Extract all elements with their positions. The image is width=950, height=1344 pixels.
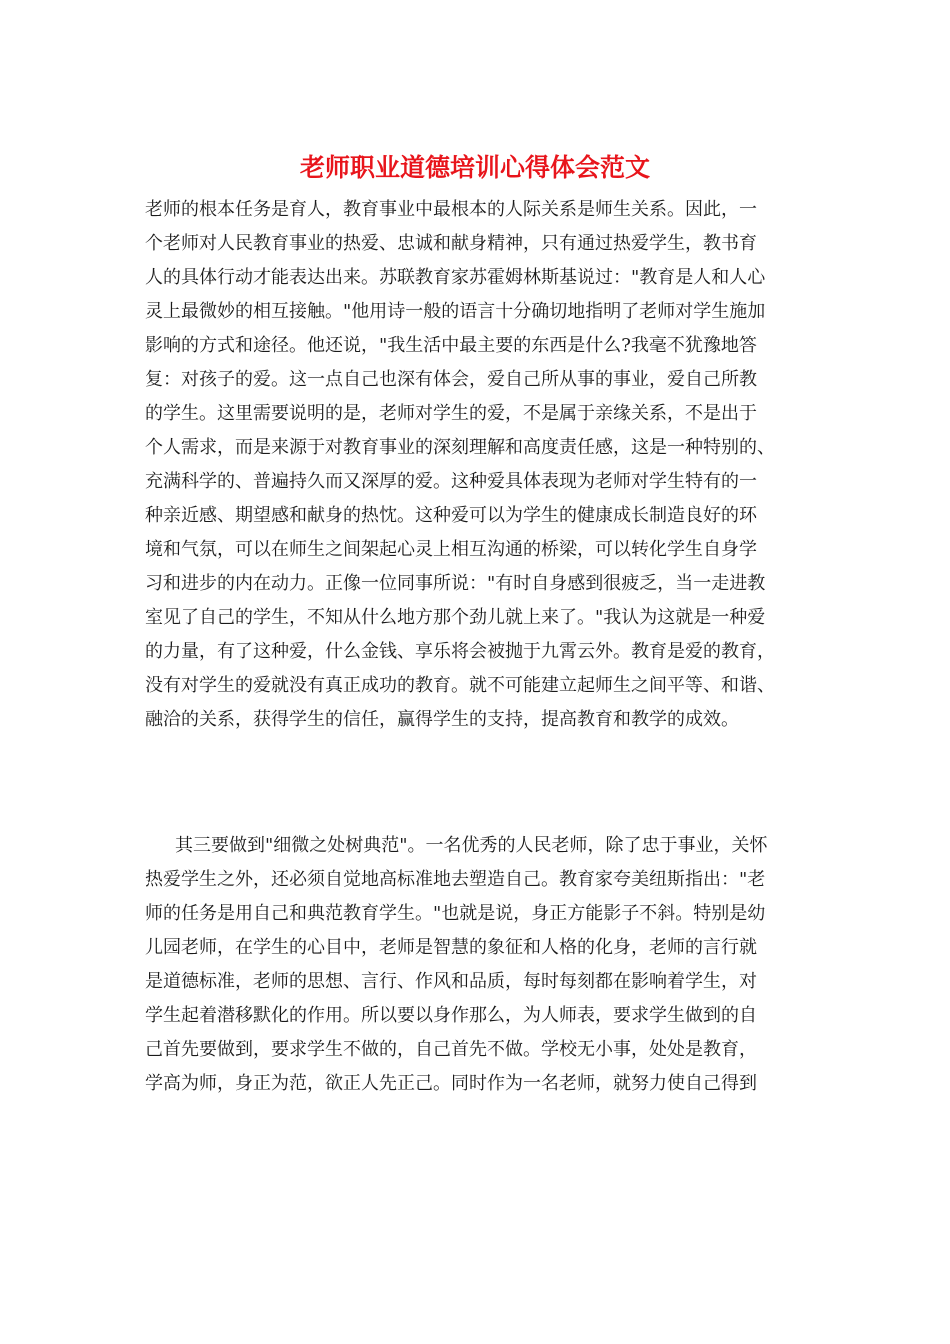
text-line: 境和气氛，可以在师生之间架起心灵上相互沟通的桥梁，可以转化学生自身学 (145, 539, 757, 560)
document-title: 老师职业道德培训心得体会范文 (299, 153, 650, 182)
text-line: 没有对学生的爱就没有真正成功的教育。就不可能建立起师生之间平等、和谐、 (145, 675, 775, 696)
text-line: 人的具体行动才能表达出来。苏联教育家苏霍姆林斯基说过："教育是人和人心 (145, 267, 766, 288)
text-line: 种亲近感、期望感和献身的热忱。这种爱可以为学生的健康成长制造良好的环 (145, 505, 757, 526)
text-line: 学生起着潜移默化的作用。所以要以身作那么，为人师表，要求学生做到的自 (145, 1005, 757, 1026)
text-line: 热爱学生之外，还必须自觉地高标准地去塑造自己。教育家夸美纽斯指出："老 (145, 869, 766, 890)
text-line: 习和进步的内在动力。正像一位同事所说："有时自身感到很疲乏，当一走进教 (145, 573, 766, 594)
text-line: 个老师对人民教育事业的热爱、忠诚和献身精神，只有通过热爱学生，教书育 (145, 233, 757, 254)
text-line: 的学生。这里需要说明的是，老师对学生的爱，不是属于亲缘关系，不是出于 (145, 403, 757, 424)
text-line: 老师的根本任务是育人，教育事业中最根本的人际关系是师生关系。因此，一 (145, 199, 757, 220)
text-line: 融洽的关系，获得学生的信任，赢得学生的支持，提高教育和教学的成效。 (145, 709, 739, 730)
text-line: 儿园老师，在学生的心目中，老师是智慧的象征和人格的化身，老师的言行就 (145, 937, 757, 958)
text-line: 的力量，有了这种爱，什么金钱、享乐将会被抛于九霄云外。教育是爱的教育， (145, 641, 775, 662)
text-line: 其三要做到"细微之处树典范"。一名优秀的人民老师，除了忠于事业，关怀 (175, 835, 768, 856)
text-line: 是道德标准，老师的思想、言行、作风和品质，每时每刻都在影响着学生，对 (145, 971, 757, 992)
text-line: 学高为师，身正为范，欲正人先正己。同时作为一名老师，就努力使自己得到 (145, 1073, 757, 1094)
text-line: 灵上最微妙的相互接触。"他用诗一般的语言十分确切地指明了老师对学生施加 (145, 301, 766, 322)
text-line: 充满科学的、普遍持久而又深厚的爱。这种爱具体表现为老师对学生特有的一 (145, 471, 757, 492)
text-line: 复：对孩子的爱。这一点自己也深有体会，爱自己所从事的事业，爱自己所教 (145, 369, 757, 390)
text-line: 师的任务是用自己和典范教育学生。"也就是说，身正方能影子不斜。特别是幼 (145, 903, 766, 924)
text-line: 室见了自己的学生，不知从什么地方那个劲儿就上来了。"我认为这就是一种爱 (145, 607, 766, 628)
text-line: 己首先要做到，要求学生不做的，自己首先不做。学校无小事，处处是教育， (145, 1039, 757, 1060)
text-line: 影响的方式和途径。他还说，"我生活中最主要的东西是什么?我毫不犹豫地答 (145, 335, 757, 356)
text-line: 个人需求，而是来源于对教育事业的深刻理解和高度责任感，这是一种特别的、 (145, 437, 775, 458)
